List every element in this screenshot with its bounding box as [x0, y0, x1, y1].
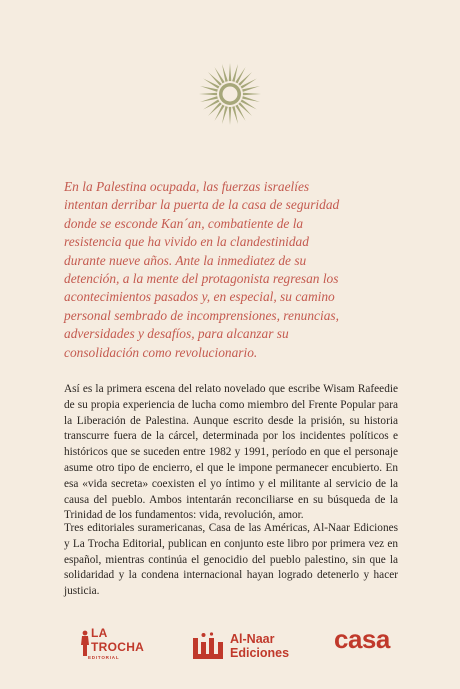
intro-line: donde se esconde Kan´an, combatiente de la — [64, 215, 304, 231]
intro-text — [64, 178, 424, 362]
intro-line: detención, a la mente del protagonista regresan los — [64, 271, 339, 287]
trocha-figure-icon — [80, 630, 90, 656]
al-naar-name: Al-Naar — [230, 632, 275, 646]
la-trocha-logo — [80, 626, 145, 666]
intro-line: acontecimientos pasados y, en especial, su camino — [64, 289, 335, 305]
intro-line: adversidades y desafíos, para alcanzar su — [64, 326, 289, 342]
intro-line: consolidación como revolucionario. — [64, 344, 258, 360]
al-naar-logo — [192, 630, 302, 664]
publisher-logos — [0, 620, 460, 670]
sun-emblem-icon — [198, 62, 262, 126]
body-paragraph-1: Así es la primera escena del relato novelado que escribe Wisam Rafeedie de su propia experiencia de lucha como miembro del Frente Popular para la Liberación de Palestina. Aunque escrito desde la prisión, su historia transcurre fuera de la cárcel, determinada por los incidentes políticos e históricos que se suceden entre 1982 y 1991, período en que el personaje asume otro tipo de encierro, el que le impone permanecer encubierto. En esa «vida secreta» coexisten el yo íntimo y el militante al servicio de la causa del pueblo. Ambos intentarán reconciliarse en su búsqueda de la Trinidad de los fundamentos: vida, revolución, amor. — [64, 383, 398, 522]
intro-line: resistencia que ha vivido en la clandestinidad — [64, 234, 309, 250]
al-naar-mark-icon — [192, 632, 226, 660]
trocha-logo-subtitle: EDITORIAL — [88, 655, 120, 660]
intro-line: En la Palestina ocupada, las fuerzas israelíes — [64, 179, 310, 194]
al-naar-subtitle: Ediciones — [230, 646, 290, 660]
intro-line: personal sembrado de incomprensiones, renuncias, — [64, 307, 339, 323]
intro-line: intentan derribar la puerta de la casa de seguridad — [64, 197, 340, 213]
casa-logo: casa — [334, 624, 390, 654]
intro-line: durante nueve años. Ante la inmediatez de su — [64, 252, 307, 268]
body-paragraph-2: Tres editoriales suramericanas, Casa de las Américas, Al-Naar Ediciones y La Trocha Editorial, publican en conjunto este libro por primera vez en español, mientras continúa el genocidio del pueblo palestino, sin que la solidaridad y la condena internacional hayan logrado detenerlo y hacer justicia. — [64, 522, 398, 598]
trocha-logo-title: LA TROCHA — [91, 626, 145, 654]
